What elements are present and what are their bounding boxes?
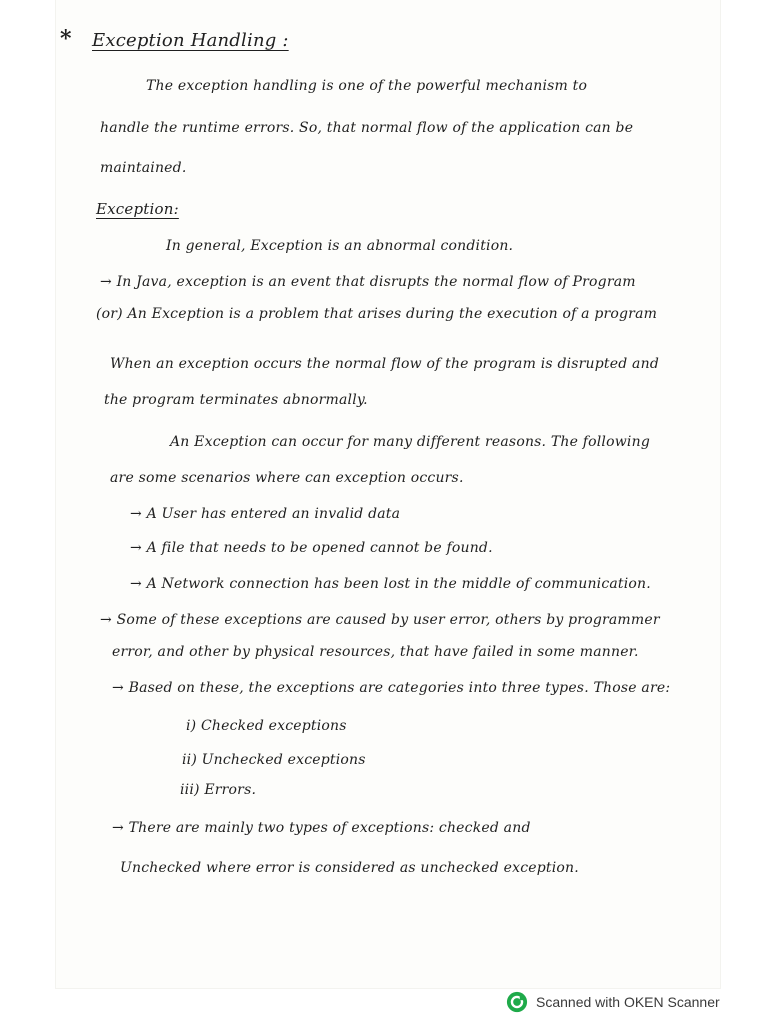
body-line: When an exception occurs the normal flow of the program is disrupted and bbox=[110, 356, 659, 372]
scanner-label: Scanned with OKEN Scanner bbox=[536, 994, 720, 1010]
body-line: Unchecked where error is considered as unchecked exception. bbox=[120, 860, 579, 876]
body-line: → Based on these, the exceptions are categories into three types. Those are: bbox=[112, 680, 671, 696]
intro-line: The exception handling is one of the powerful mechanism to bbox=[146, 78, 588, 94]
intro-line: handle the runtime errors. So, that normal flow of the application can be bbox=[100, 120, 634, 136]
body-line: → A Network connection has been lost in the middle of communication. bbox=[130, 576, 651, 592]
body-line: ii) Unchecked exceptions bbox=[182, 752, 366, 768]
body-line: the program terminates abnormally. bbox=[104, 392, 368, 408]
body-line: error, and other by physical resources, that have failed in some manner. bbox=[112, 644, 639, 660]
body-line: An Exception can occur for many different reasons. The following bbox=[170, 434, 650, 450]
scanner-watermark bbox=[506, 990, 720, 1014]
bullet-star: * bbox=[60, 26, 72, 52]
body-line: → Some of these exceptions are caused by user error, others by programmer bbox=[100, 612, 660, 628]
body-line: → A file that needs to be opened cannot be found. bbox=[130, 540, 493, 556]
body-line: i) Checked exceptions bbox=[186, 718, 347, 734]
oken-scanner-logo-icon bbox=[506, 991, 528, 1013]
body-line: → A User has entered an invalid data bbox=[130, 506, 401, 522]
page-title: Exception Handling : bbox=[92, 30, 289, 51]
body-line: In general, Exception is an abnormal condition. bbox=[166, 238, 514, 254]
body-line: → There are mainly two types of exceptions: checked and bbox=[112, 820, 531, 836]
body-line: → In Java, exception is an event that disrupts the normal flow of Program bbox=[100, 274, 636, 290]
section-heading: Exception: bbox=[96, 200, 179, 218]
body-line: (or) An Exception is a problem that arises during the execution of a program bbox=[96, 306, 658, 322]
body-line: iii) Errors. bbox=[180, 782, 257, 798]
intro-line: maintained. bbox=[100, 160, 187, 176]
scanned-page bbox=[56, 0, 720, 988]
body-line: are some scenarios where can exception occurs. bbox=[110, 470, 464, 486]
